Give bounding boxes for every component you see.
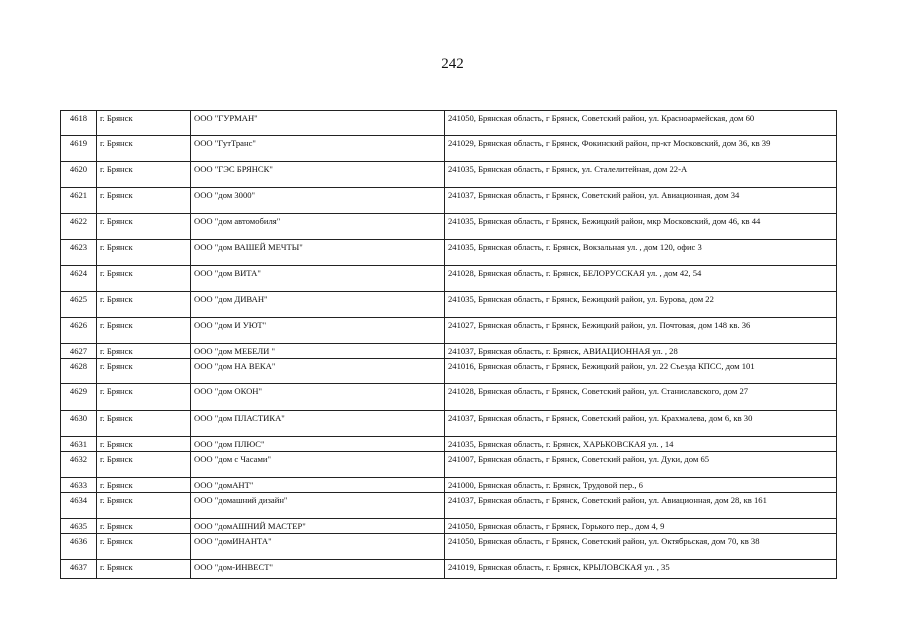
table-row bbox=[61, 318, 837, 344]
row-organization: ООО "дом МЕБЕЛИ " bbox=[191, 344, 445, 359]
table-row bbox=[61, 292, 837, 318]
row-address: 241035, Брянская область, г. Брянск, Вокзальная ул. , дом 120, офис 3 bbox=[445, 240, 837, 266]
row-address: 241019, Брянская область, г. Брянск, КРЫЛОВСКАЯ ул. , 35 bbox=[445, 560, 837, 579]
row-address: 241007, Брянская область, г Брянск, Советский район, ул. Дуки, дом 65 bbox=[445, 452, 837, 478]
row-number: 4631 bbox=[61, 437, 97, 452]
row-address: 241037, Брянская область, г Брянск, Советский район, ул. Авиационная, дом 28, кв 161 bbox=[445, 493, 837, 519]
table-row bbox=[61, 266, 837, 292]
row-city: г. Брянск bbox=[97, 519, 191, 534]
row-organization: ООО "дом ВИТА" bbox=[191, 266, 445, 292]
row-city: г. Брянск bbox=[97, 188, 191, 214]
row-address: 241027, Брянская область, г Брянск, Бежицкий район, ул. Почтовая, дом 148 кв. 36 bbox=[445, 318, 837, 344]
row-address: 241035, Брянская область, г Брянск, ул. Сталелитейная, дом 22-А bbox=[445, 162, 837, 188]
row-city: г. Брянск bbox=[97, 318, 191, 344]
row-organization: ООО "дом с Часами" bbox=[191, 452, 445, 478]
row-organization: ООО "дом-ИНВЕСТ" bbox=[191, 560, 445, 579]
row-number: 4626 bbox=[61, 318, 97, 344]
row-city: г. Брянск bbox=[97, 452, 191, 478]
row-city: г. Брянск bbox=[97, 437, 191, 452]
row-city: г. Брянск bbox=[97, 384, 191, 411]
table-row bbox=[61, 359, 837, 384]
row-address: 241050, Брянская область, г Брянск, Советский район, ул. Октябрьская, дом 70, кв 38 bbox=[445, 534, 837, 560]
row-number: 4637 bbox=[61, 560, 97, 579]
row-city: г. Брянск bbox=[97, 292, 191, 318]
row-address: 241050, Брянская область, г Брянск, Горького пер., дом 4, 9 bbox=[445, 519, 837, 534]
page-number: 242 bbox=[441, 56, 464, 72]
row-organization: ООО "ГЭС БРЯНСК" bbox=[191, 162, 445, 188]
row-organization: ООО "дом автомобиля" bbox=[191, 214, 445, 240]
row-organization: ООО "ГутТранс" bbox=[191, 136, 445, 162]
table-row bbox=[61, 534, 837, 560]
row-number: 4634 bbox=[61, 493, 97, 519]
row-city: г. Брянск bbox=[97, 162, 191, 188]
row-address: 241035, Брянская область, г Брянск, Бежицкий район, мкр Московский, дом 46, кв 44 bbox=[445, 214, 837, 240]
row-address: 241000, Брянская область, г. Брянск, Трудовой пер., 6 bbox=[445, 478, 837, 493]
table-row bbox=[61, 560, 837, 579]
row-address: 241029, Брянская область, г Брянск, Фокинский район, пр-кт Московский, дом 36, кв 39 bbox=[445, 136, 837, 162]
row-number: 4621 bbox=[61, 188, 97, 214]
registry-table bbox=[60, 110, 837, 579]
row-address: 241037, Брянская область, г. Брянск, АВИАЦИОННАЯ ул. , 28 bbox=[445, 344, 837, 359]
row-number: 4623 bbox=[61, 240, 97, 266]
row-city: г. Брянск bbox=[97, 240, 191, 266]
row-number: 4627 bbox=[61, 344, 97, 359]
table-row bbox=[61, 188, 837, 214]
row-city: г. Брянск bbox=[97, 344, 191, 359]
row-organization: ООО "дом НА ВЕКА" bbox=[191, 359, 445, 384]
row-organization: ООО "домАШНИЙ МАСТЕР" bbox=[191, 519, 445, 534]
row-address: 241050, Брянская область, г Брянск, Советский район, ул. Красноармейская, дом 60 bbox=[445, 111, 837, 136]
row-city: г. Брянск bbox=[97, 266, 191, 292]
table-row bbox=[61, 384, 837, 411]
row-city: г. Брянск bbox=[97, 359, 191, 384]
row-organization: ООО "дом И УЮТ" bbox=[191, 318, 445, 344]
row-organization: ООО "дом ОКОН" bbox=[191, 384, 445, 411]
row-city: г. Брянск bbox=[97, 111, 191, 136]
row-organization: ООО "дом ПЛАСТИКА" bbox=[191, 411, 445, 437]
row-number: 4632 bbox=[61, 452, 97, 478]
table-row bbox=[61, 344, 837, 359]
row-organization: ООО "дом ВАШЕЙ МЕЧТЫ" bbox=[191, 240, 445, 266]
table-row bbox=[61, 214, 837, 240]
row-city: г. Брянск bbox=[97, 478, 191, 493]
registry-body bbox=[61, 111, 837, 579]
row-organization: ООО "дом 3000" bbox=[191, 188, 445, 214]
table-row bbox=[61, 411, 837, 437]
row-number: 4622 bbox=[61, 214, 97, 240]
table-row bbox=[61, 452, 837, 478]
row-number: 4635 bbox=[61, 519, 97, 534]
row-city: г. Брянск bbox=[97, 411, 191, 437]
row-city: г. Брянск bbox=[97, 534, 191, 560]
row-number: 4618 bbox=[61, 111, 97, 136]
row-number: 4624 bbox=[61, 266, 97, 292]
row-city: г. Брянск bbox=[97, 214, 191, 240]
row-city: г. Брянск bbox=[97, 136, 191, 162]
row-address: 241037, Брянская область, г Брянск, Советский район, ул. Крахмалева, дом 6, кв 30 bbox=[445, 411, 837, 437]
table-row bbox=[61, 136, 837, 162]
row-number: 4619 bbox=[61, 136, 97, 162]
row-address: 241035, Брянская область, г Брянск, Бежицкий район, ул. Бурова, дом 22 bbox=[445, 292, 837, 318]
row-organization: ООО "ГУРМАН" bbox=[191, 111, 445, 136]
table-row bbox=[61, 519, 837, 534]
row-city: г. Брянск bbox=[97, 560, 191, 579]
table-row bbox=[61, 478, 837, 493]
row-number: 4636 bbox=[61, 534, 97, 560]
row-number: 4620 bbox=[61, 162, 97, 188]
row-number: 4630 bbox=[61, 411, 97, 437]
row-number: 4625 bbox=[61, 292, 97, 318]
table-row bbox=[61, 437, 837, 452]
row-organization: ООО "домИНАНТА" bbox=[191, 534, 445, 560]
row-address: 241037, Брянская область, г Брянск, Советский район, ул. Авиационная, дом 34 bbox=[445, 188, 837, 214]
row-address: 241035, Брянская область, г. Брянск, ХАРЬКОВСКАЯ ул. , 14 bbox=[445, 437, 837, 452]
table-row bbox=[61, 162, 837, 188]
row-city: г. Брянск bbox=[97, 493, 191, 519]
row-address: 241028, Брянская область, г Брянск, Советский район, ул. Станиславского, дом 27 bbox=[445, 384, 837, 411]
table-row bbox=[61, 240, 837, 266]
table-row bbox=[61, 493, 837, 519]
row-number: 4629 bbox=[61, 384, 97, 411]
row-address: 241028, Брянская область, г. Брянск, БЕЛОРУССКАЯ ул. , дом 42, 54 bbox=[445, 266, 837, 292]
row-number: 4633 bbox=[61, 478, 97, 493]
row-organization: ООО "домАНТ" bbox=[191, 478, 445, 493]
row-organization: ООО "домашний дизайн" bbox=[191, 493, 445, 519]
table-row bbox=[61, 111, 837, 136]
row-organization: ООО "дом ПЛЮС" bbox=[191, 437, 445, 452]
row-number: 4628 bbox=[61, 359, 97, 384]
row-organization: ООО "дом ДИВАН" bbox=[191, 292, 445, 318]
row-address: 241016, Брянская область, г Брянск, Бежицкий район, ул. 22 Съезда КПСС, дом 101 bbox=[445, 359, 837, 384]
